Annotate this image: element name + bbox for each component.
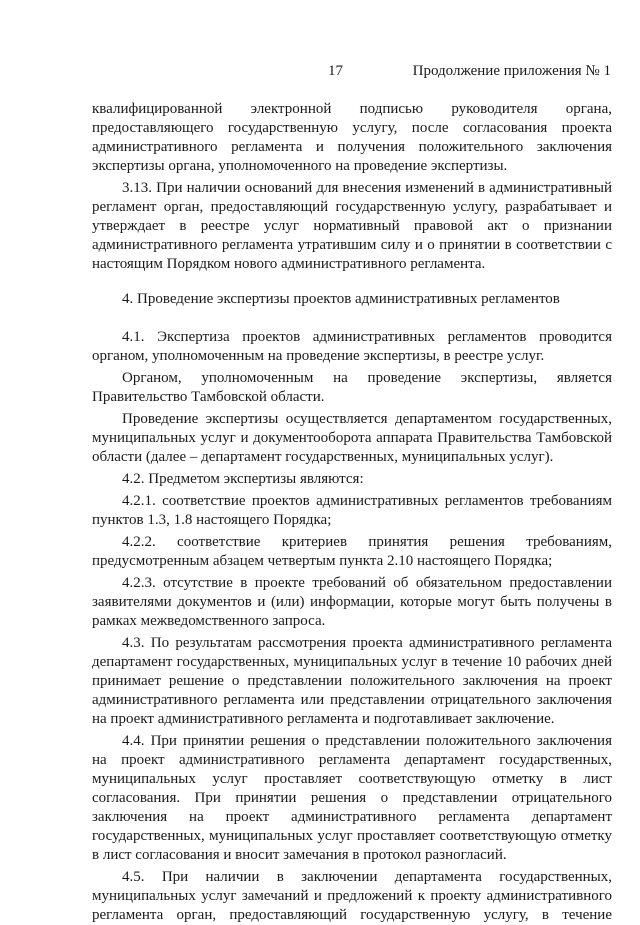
paragraph: Проведение экспертизы осуществляется департаментом государственных, муниципальных услуг и документооборота аппарата Правительства Тамбовской области (далее – департамент государственных, муниципальных услуг). [92, 411, 612, 465]
paragraph-4-1: 4.1. Экспертиза проектов административных регламентов проводится органом, уполномоченным на проведение экспертизы, в реестре услуг. [92, 329, 612, 364]
paragraph-4-2-2: 4.2.2. соответствие критериев принятия решения требованиям, предусмотренным абзацем четвертым пункта 2.10 настоящего Порядка; [92, 534, 612, 569]
paragraph-4-4: 4.4. При принятии решения о представлении положительного заключения на проект административного регламента департамент государственных, муниципальных услуг проставляет соответствующую отметку в лист согласования. При принятии решения о представлении отрицательного заключения на проект административного регламента департамент государственных, муниципальных услуг проставляет соответствующую отметку в лист согласования и вносит замечания в протокол разногласий. [92, 733, 612, 863]
paragraph-4-2-3: 4.2.3. отсутствие в проекте требований об обязательном предоставлении заявителями документов и (или) информации, которые могут быть получены в рамках межведомственного запроса. [92, 575, 612, 629]
paragraph-3-13: 3.13. При наличии оснований для внесения изменений в административный регламент орган, предоставляющий государственную услугу, разрабатывает и утверждает в реестре услуг нормативный правовой акт о признании административного регламента утратившим силу и о принятии в соответствии с настоящим Порядком нового административного регламента. [92, 180, 612, 272]
paragraph-4-2: 4.2. Предметом экспертизы являются: [122, 471, 364, 487]
document-body [92, 100, 612, 925]
paragraph: квалифицированной электронной подписью руководителя органа, предоставляющего государственную услугу, после согласования проекта административного регламента и получения положительного заключения экспертизы органа, уполномоченного на проведение экспертизы. [92, 101, 612, 174]
section-heading-4: 4. Проведение экспертизы проектов административных регламентов [122, 291, 560, 307]
paragraph: Органом, уполномоченным на проведение экспертизы, является Правительство Тамбовской области. [92, 370, 612, 405]
appendix-continuation-label: Продолжение приложения № 1 [412, 63, 611, 79]
paragraph-4-3: 4.3. По результатам рассмотрения проекта административного регламента департамент государственных, муниципальных услуг в течение 10 рабочих дней принимает решение о представлении положительного заключения на проект административного регламента или представлении отрицательного заключения на проект административного регламента и подготавливает заключение. [92, 635, 612, 727]
page-number: 17 [328, 63, 343, 79]
paragraph-4-5: 4.5. При наличии в заключении департамента государственных, муниципальных услуг замечаний и предложений к проекту административного регламента орган, предоставляющий государственную услугу, в течение [92, 869, 612, 923]
page-header [0, 62, 640, 82]
paragraph-4-2-1: 4.2.1. соответствие проектов административных регламентов требованиям пунктов 1.3, 1.8 настоящего Порядка; [92, 493, 612, 528]
